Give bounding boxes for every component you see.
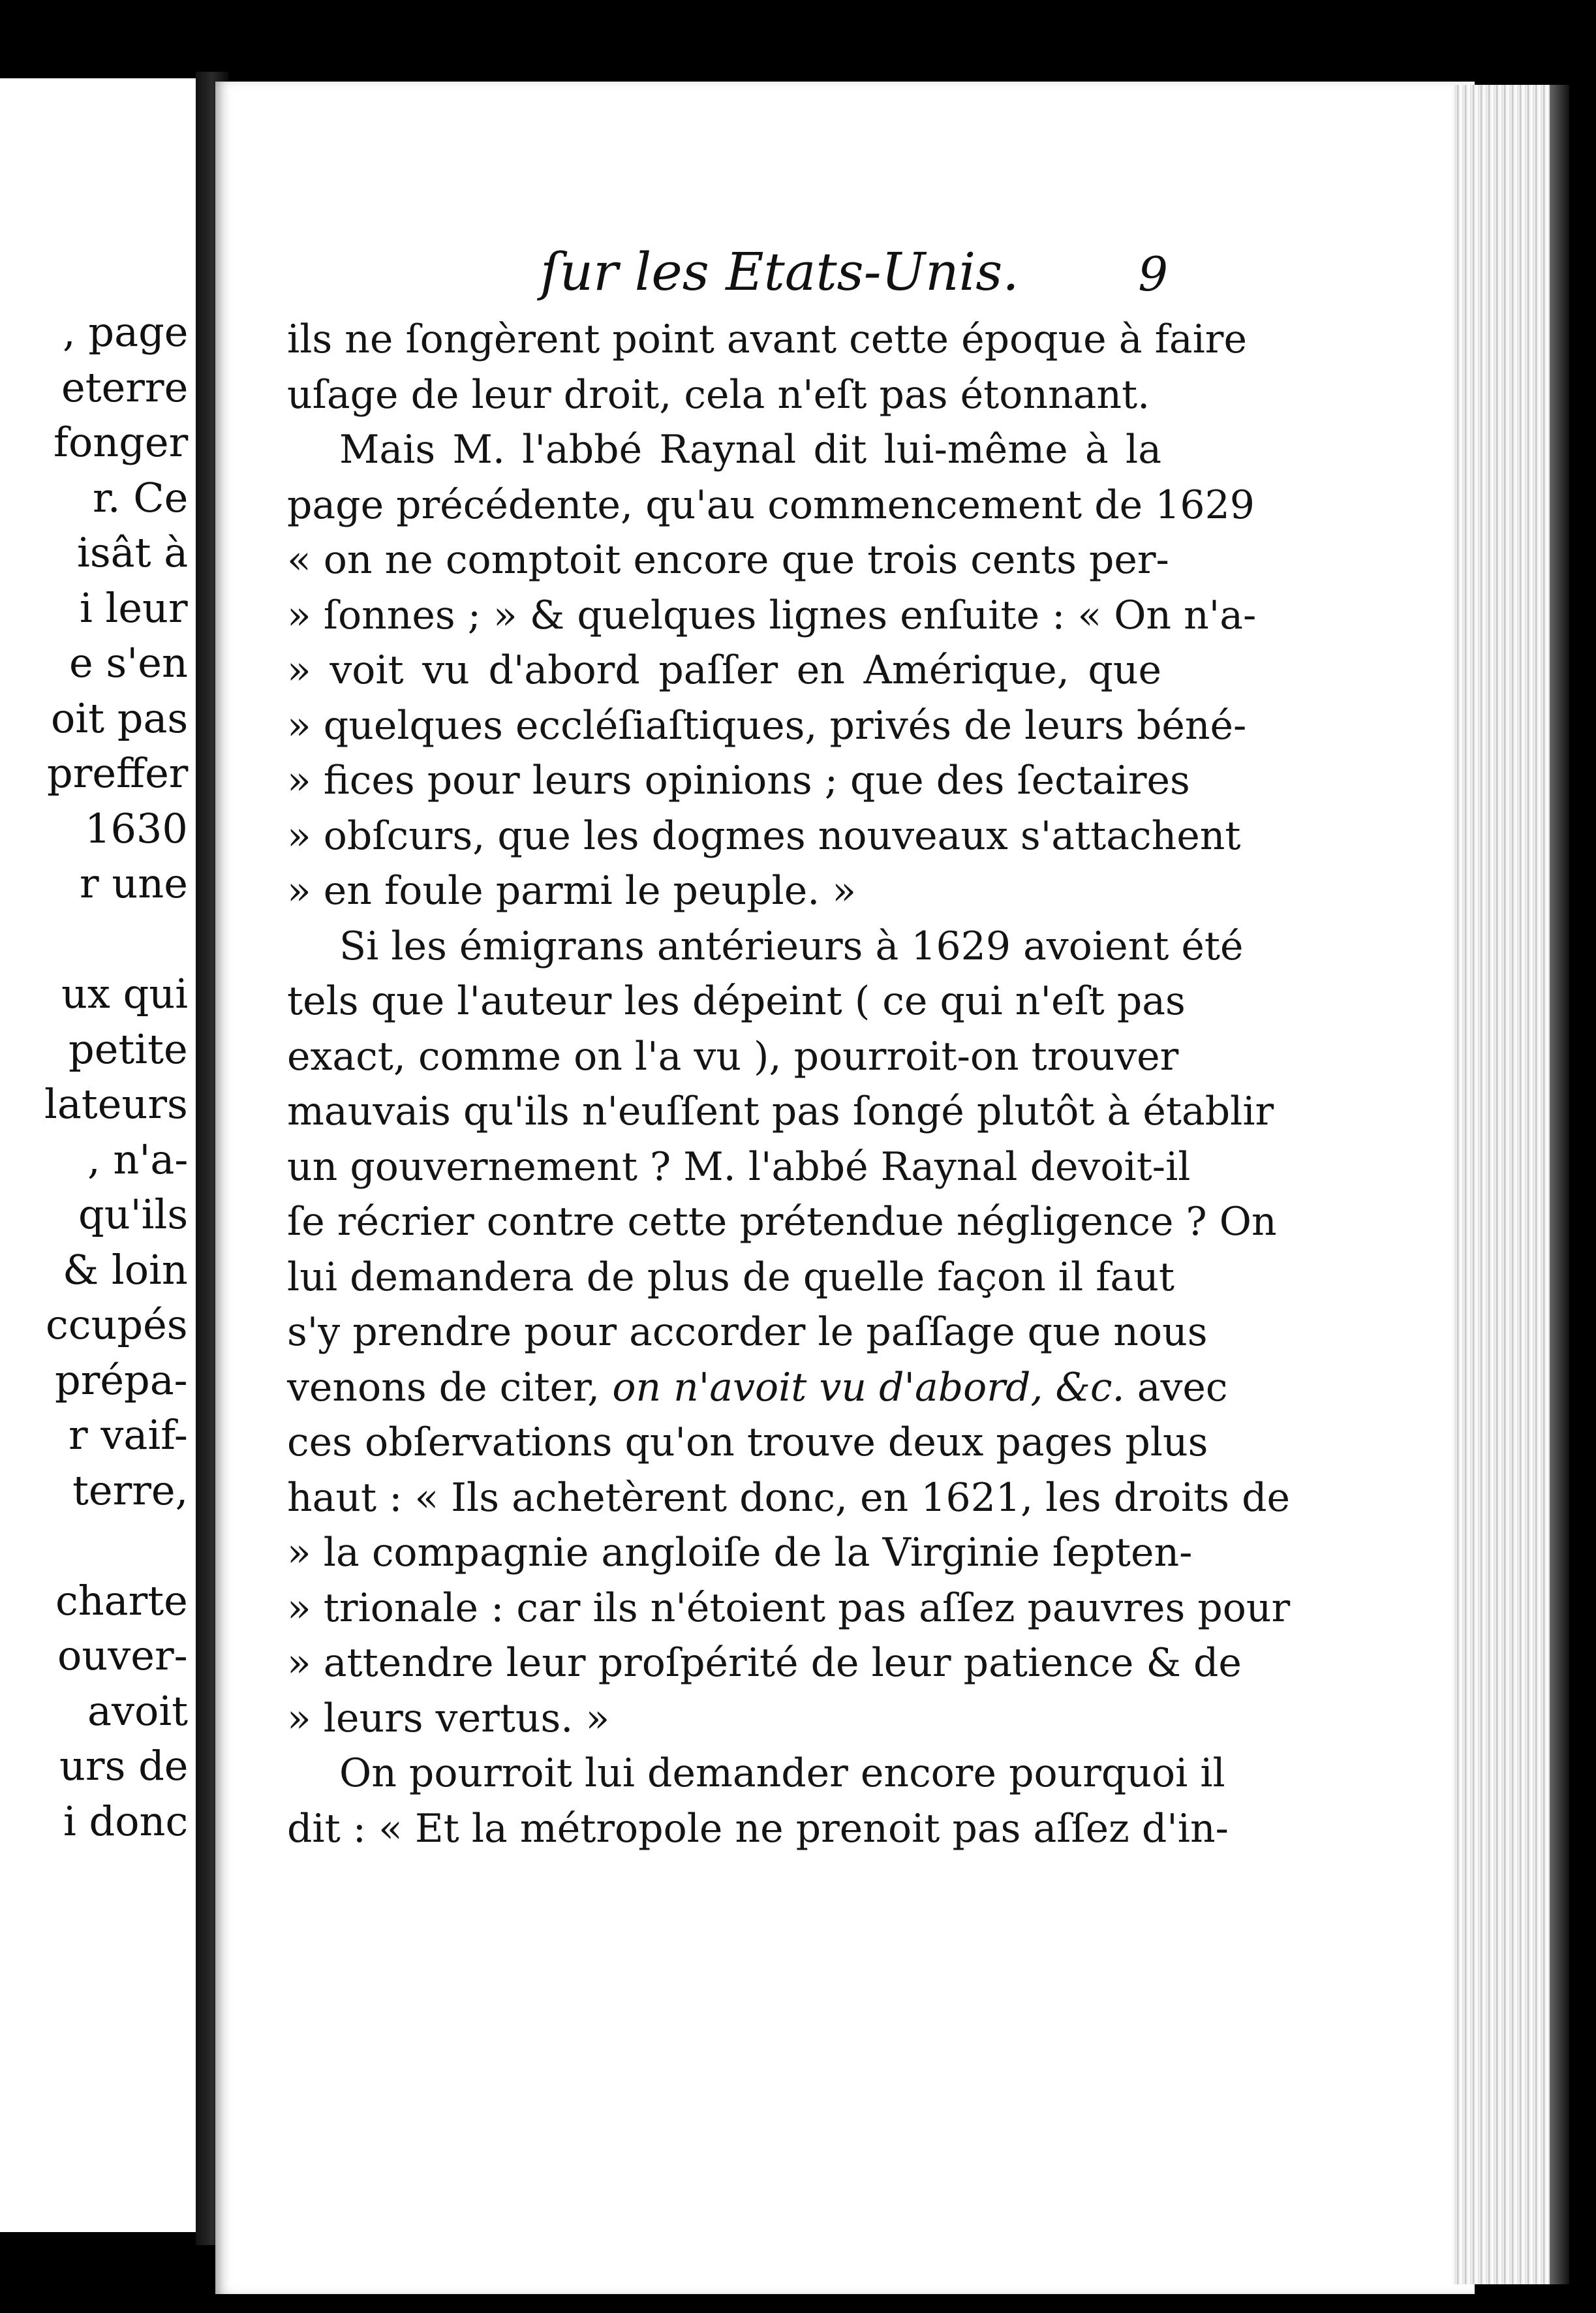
text-line: mauvais qu'ils n'euſſent pas ſongé plutôt à établir: [287, 1089, 1274, 1134]
text-segment: venons de citer,: [287, 1364, 600, 1410]
text-line: page précédente, qu'au commencement de 1629: [287, 482, 1255, 528]
text-line: » voit vu d'abord paſſer en Amérique, que: [287, 647, 1161, 693]
left-page-line: isât à: [77, 529, 189, 576]
text-line: ils ne ſongèrent point avant cette époque à faire: [287, 317, 1247, 362]
left-page-line: r une: [80, 860, 188, 907]
left-page-line: r vaif-: [69, 1411, 188, 1459]
text-line: » attendre leur proſpérité de leur patience & de: [287, 1640, 1242, 1686]
text-line: Si les émigrans antérieurs à 1629 avoient été: [339, 923, 1244, 969]
text-line: haut : « Ils achetèrent donc, en 1621, les droits de: [287, 1474, 1291, 1521]
text-line: » en foule parmi le peuple. »: [287, 868, 857, 914]
text-line: uſage de leur droit, cela n'eſt pas étonnant.: [287, 371, 1150, 418]
left-page-line: , n'a-: [87, 1135, 189, 1183]
text-line: exact, comme on l'a vu ), pourroit-on trouver: [287, 1033, 1179, 1079]
left-page-line: urs de: [59, 1742, 189, 1790]
left-page-line: 1630: [85, 804, 188, 852]
text-line: « on ne comptoit encore que trois cents per-: [287, 537, 1169, 583]
left-page-line: , page: [63, 308, 189, 356]
text-line: » la compagnie angloiſe de la Virginie ſepten-: [287, 1530, 1193, 1576]
page-number: 9: [1138, 247, 1168, 302]
text-line: tels que l'auteur les dépeint ( ce qui n'eſt pas: [287, 978, 1186, 1024]
text-line: s'y prendre pour accorder le paſſage que nous: [287, 1309, 1208, 1355]
left-page-line: terre,: [72, 1466, 189, 1514]
text-line: » fices pour leurs opinions ; que des ſectaires: [287, 758, 1190, 803]
text-line: » trionale : car ils n'étoient pas aſſez pauvres pour: [287, 1585, 1291, 1631]
text-line: Mais M. l'abbé Raynal dit lui-même à la: [339, 427, 1161, 473]
left-page-line: ccupés: [46, 1301, 188, 1348]
left-page-line: & loin: [63, 1245, 188, 1294]
left-page-line: avoit: [87, 1686, 189, 1735]
text-line: dit : « Et la métropole ne prenoit pas aſſez d'in-: [287, 1805, 1229, 1852]
left-page-line: fonger: [54, 418, 189, 466]
left-page-line: r. Ce: [93, 473, 189, 521]
left-page-line: ux qui: [61, 970, 189, 1017]
text-line: lui demandera de plus de quelle façon il faut: [287, 1254, 1174, 1300]
text-line: un gouvernement ? M. l'abbé Raynal devoit-il: [287, 1143, 1191, 1190]
left-page-line: i leur: [80, 583, 188, 632]
text-line: On pourroit lui demander encore pourquoi il: [339, 1750, 1225, 1796]
text-line: » leurs vertus. »: [287, 1695, 610, 1741]
text-line: ces obſervations qu'on trouve deux pages plus: [287, 1420, 1208, 1465]
left-page-line: i donc: [63, 1797, 189, 1845]
left-page-line: lateurs: [44, 1080, 188, 1128]
page-header: [287, 241, 1168, 300]
text-line: » ſonnes ; » & quelques lignes enſuite : « On n'a-: [287, 592, 1257, 638]
left-page-line: petite: [69, 1025, 188, 1073]
text-line: » obſcurs, que les dogmes nouveaux s'attachent: [287, 813, 1241, 859]
body-text: [287, 312, 1291, 1856]
left-page-line: charte: [55, 1576, 188, 1624]
italic-citation: on n'avoit vu d'abord, &c.: [612, 1364, 1125, 1410]
left-page-line: prépa-: [55, 1356, 188, 1404]
left-page-line: oit pas: [51, 694, 189, 742]
text-line-with-citation: [287, 1360, 1228, 1416]
text-line: » quelques eccléſiaſtiques, privés de leurs béné-: [287, 702, 1247, 749]
left-page-line: preffer: [47, 749, 189, 797]
left-page-line: qu'ils: [78, 1190, 189, 1238]
text-segment: avec: [1137, 1364, 1228, 1410]
left-page-line: ouver-: [57, 1632, 188, 1679]
page-edges: [1452, 85, 1569, 2284]
left-page-line: eterre: [61, 363, 189, 411]
left-page-line: e s'en: [69, 639, 188, 687]
running-title: ſur les Etats-Unis.: [540, 241, 1019, 302]
text-line: ſe récrier contre cette prétendue négligence ? On: [287, 1199, 1277, 1245]
